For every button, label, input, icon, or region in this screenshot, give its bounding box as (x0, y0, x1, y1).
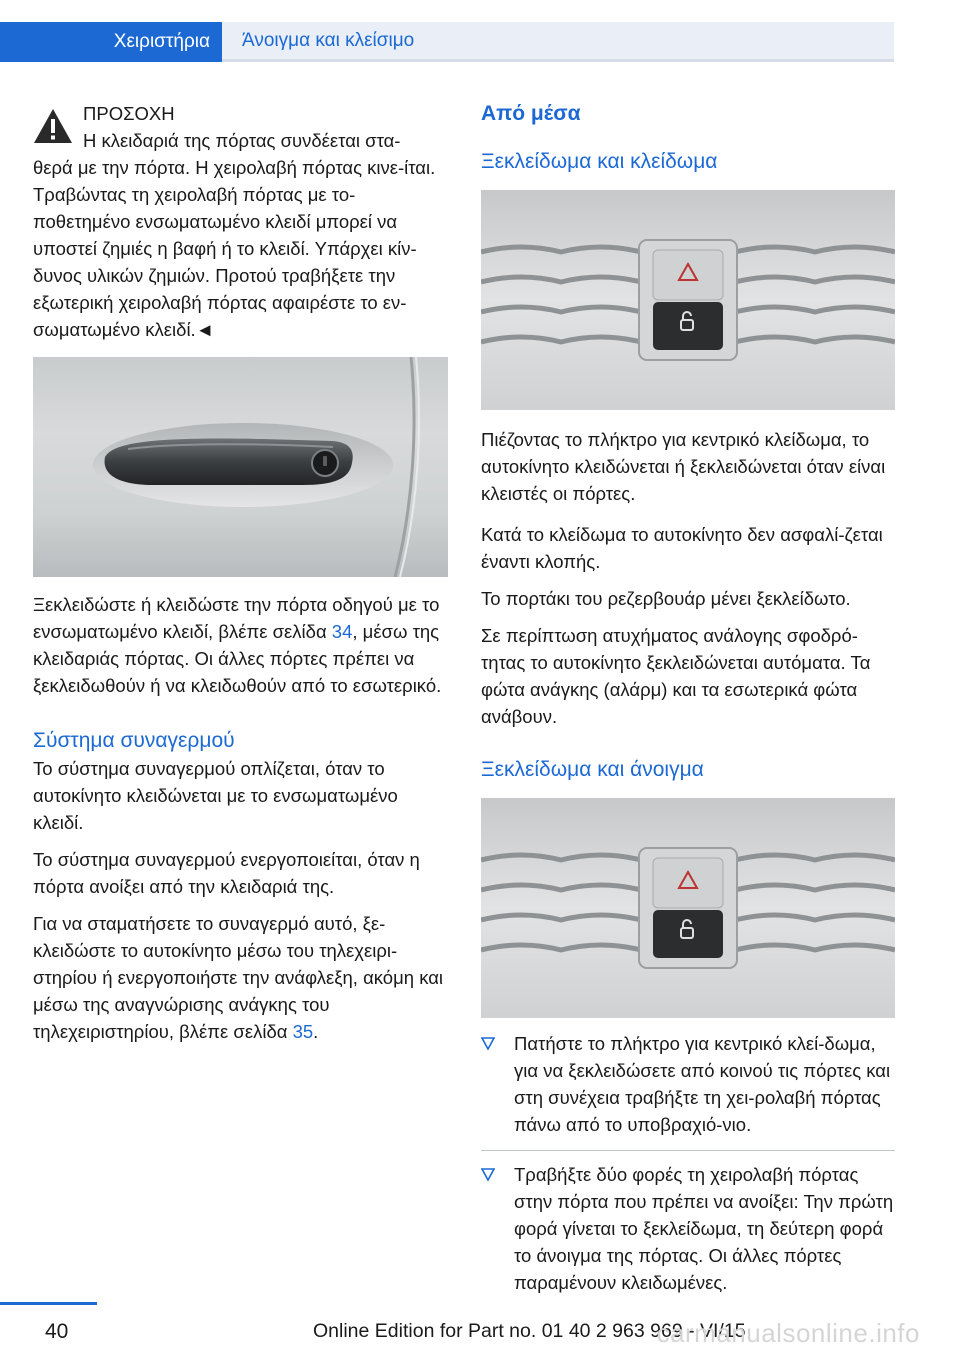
central-lock-paragraph-1: Πιέζοντας το πλήκτρο για κεντρικό κλείδωμα, το αυτοκίνητο κλειδώνεται ή ξεκλειδώνεται όταν είναι κλειστές οι πόρτες. (481, 429, 886, 504)
warning-block (33, 100, 448, 343)
alarm-paragraph-3 (33, 910, 448, 1045)
driver-door-text-a: Ξεκλειδώστε ή κλειδώστε την πόρτα οδηγού με το ενσωματωμένο κλειδί, βλέπε σελίδα (33, 594, 440, 642)
door-handle-illustration (33, 357, 448, 577)
driver-door-text-b: , μέσω της κλειδαριάς πόρτας. Οι άλλες πόρτες πρέπει να ξεκλειδωθούν ή να κλειδωθούν από το εσωτερικό. (33, 621, 442, 696)
list-item-text: Τραβήξτε δύο φορές τη χειρολαβή πόρτας στην πόρτα που πρέπει να ανοίξει: Την πρώτη φορά γίνεται το ξεκλείδωμα, τη δεύτερη φορά το άνοιγμα της πόρτας. Οι άλλες πόρτες παραμένουν κλειδωμένες. (514, 1164, 894, 1293)
central-lock-illustration-1 (481, 190, 895, 410)
list-item-text: Πατήστε το πλήκτρο για κεντρικό κλεί-δωμα, για να ξεκλειδώσετε από κοινού τις πόρτες και στη συνέχεια τραβήξτε τη χει-ρολαβή πόρτας πάνω από το υποβραχιό-νιο. (514, 1033, 891, 1135)
inside-heading: Από μέσα (481, 102, 581, 125)
unlock-steps-list (481, 1030, 895, 1296)
tab-controls-label: Χειριστήρια (113, 31, 210, 52)
edition-text: Online Edition for Part no. 01 40 2 963 969 - VI/15 (313, 1320, 746, 1342)
footer-accent-line (0, 1302, 97, 1305)
warning-line-first: Η κλειδαριά της πόρτας συνδέεται στα- (83, 130, 401, 151)
lock-unlock-heading: Ξεκλείδωμα και κλείδωμα (481, 150, 718, 173)
alarm-paragraph-3-text-a: Για να σταματήσετε το συναγερμό αυτό, ξε-κλειδώστε το αυτοκίνητο μέσω του τηλεχειρι-στηρίου ή ενεργοποιήστε την ανάφλεξη, ακόμη και μέσω της αναγνώρισης ανάγκης του τηλεχειριστηρίου, βλέπε σελίδα (33, 913, 444, 1042)
list-divider (481, 1150, 895, 1151)
tab-controls[interactable] (0, 22, 222, 62)
right-column (481, 100, 895, 1296)
door-handle-image (33, 357, 448, 577)
page-number: 40 (45, 1320, 69, 1343)
driver-door-paragraph (33, 591, 448, 699)
alarm-paragraph-3-text-b: . (313, 1021, 319, 1042)
tab-opening-closing-label: Άνοιγμα και κλείσιμο (242, 29, 415, 51)
warning-body: θερά με την πόρτα. Η χειρολαβή πόρτας κινε-ίται. Τραβώντας τη χειρολαβή πόρτας με το-ποθετημένο ενσωματωμένο κλειδί μπορεί να υποστεί ζημιές η βαφή ή το κλειδί. Υπάρχει κίν-δυνος υλικών ζημιών. Προτού τραβήξετε την εξωτερική χειρολαβή πόρτας αφαιρέστε το εν-σωματωμένο κλειδί.◄ (33, 157, 436, 340)
page-link-35[interactable]: 35 (292, 1021, 314, 1042)
warning-title: ΠΡΟΣΟΧΗ (83, 103, 175, 124)
list-item (481, 1161, 895, 1296)
warning-triangle-icon (33, 108, 73, 144)
watermark: carmanualsonline.info (656, 1318, 920, 1348)
left-column (33, 100, 448, 1045)
warning-text (33, 100, 448, 343)
alarm-heading: Σύστημα συναγερμού (33, 729, 235, 752)
unlock-open-heading: Ξεκλείδωμα και άνοιγμα (481, 758, 704, 781)
central-lock-paragraph-2: Κατά το κλείδωμα το αυτοκίνητο δεν ασφαλί-ζεται έναντι κλοπής. (481, 524, 883, 572)
tab-opening-closing[interactable] (222, 22, 894, 62)
triangle-bullet-icon (481, 1168, 495, 1181)
fuel-flap-paragraph: Το πορτάκι του ρεζερβουάρ μένει ξεκλείδωτο. (481, 588, 851, 609)
central-lock-button-image-1 (481, 190, 895, 410)
page-link-34[interactable]: 34 (331, 621, 353, 642)
accident-unlock-paragraph: Σε περίπτωση ατυχήματος ανάλογης σφοδρό-τητας το αυτοκίνητο ξεκλειδώνεται αυτόματα. Τα φώτα ανάγκης (αλάρμ) και τα εσωτερικά φώτα ανάβουν. (481, 625, 871, 727)
central-lock-button-image-2 (481, 798, 895, 1018)
chapter-header (0, 0, 960, 62)
alarm-paragraph-1: Το σύστημα συναγερμού οπλίζεται, όταν το αυτοκίνητο κλειδώνεται με το ενσωματωμένο κλειδί. (33, 758, 398, 833)
triangle-bullet-icon (481, 1037, 495, 1050)
list-item (481, 1030, 895, 1138)
central-lock-illustration-2 (481, 798, 895, 1018)
alarm-paragraph-2: Το σύστημα συναγερμού ενεργοποιείται, όταν η πόρτα ανοίξει από την κλειδαριά της. (33, 849, 420, 897)
